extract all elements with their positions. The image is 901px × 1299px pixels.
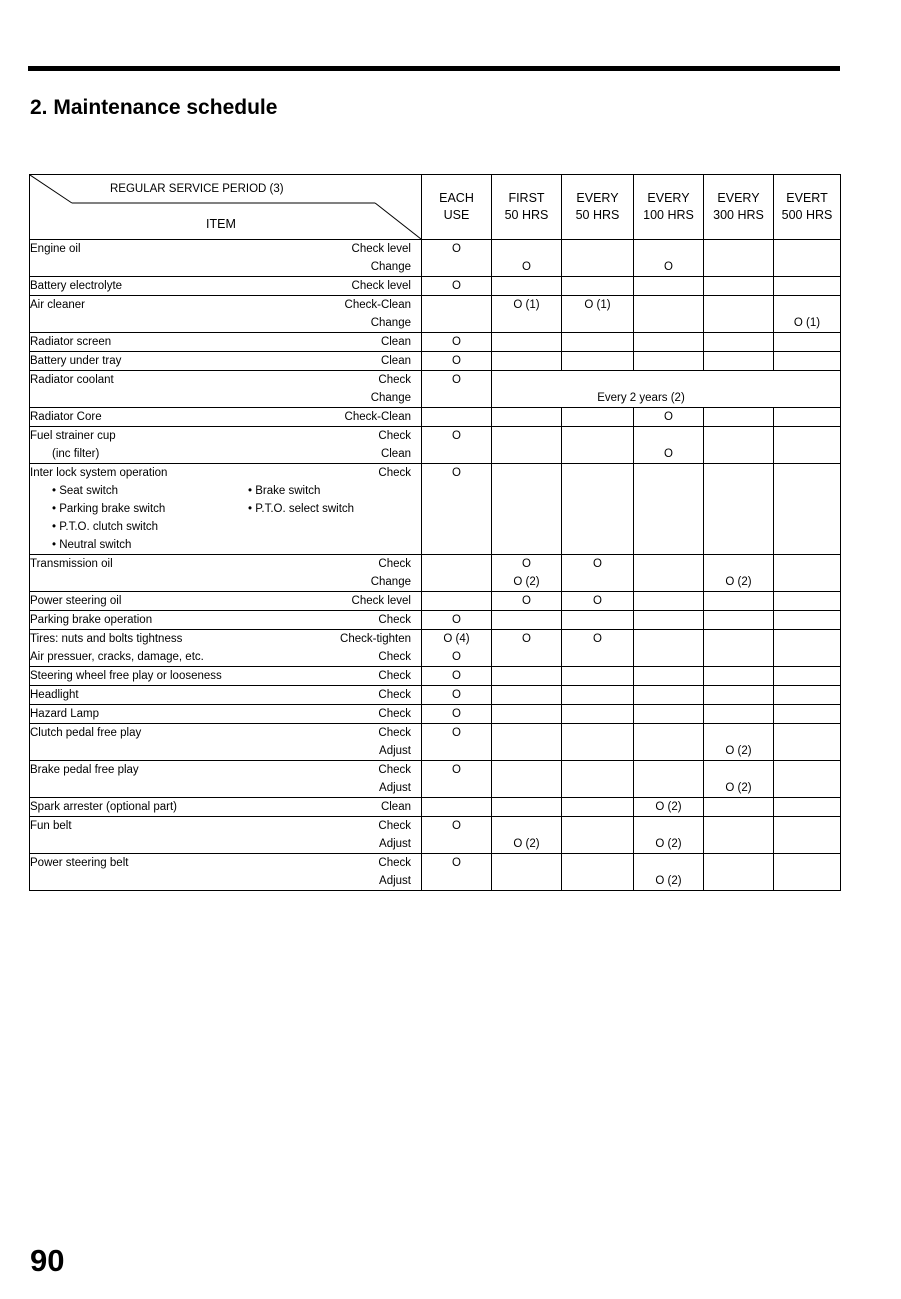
table-row [30, 240, 841, 277]
mark-cell: O [422, 277, 492, 296]
item-cell: Brake pedal free play Check Adjust [30, 761, 422, 798]
mark-cell: O (2) [704, 555, 774, 592]
item-cell: Headlight Check [30, 686, 422, 705]
col-every-500-hrs: EVERT 500 HRS [774, 175, 841, 240]
mark-cell: O [422, 724, 492, 761]
item-cell: Radiator Core Check-Clean [30, 408, 422, 427]
col-every-100-hrs: EVERY 100 HRS [634, 175, 704, 240]
table-row [30, 761, 841, 798]
table-row [30, 817, 841, 854]
item-cell: Engine oil Check level Change [30, 240, 422, 277]
table-row [30, 464, 841, 555]
table-row [30, 854, 841, 891]
mark-cell: O (4) O [422, 630, 492, 667]
mark-cell: O (2) [704, 761, 774, 798]
table-row [30, 333, 841, 352]
table-row [30, 611, 841, 630]
table-row [30, 352, 841, 371]
mark-cell: O [422, 817, 492, 854]
mark-cell: O [422, 352, 492, 371]
table-row [30, 427, 841, 464]
mark-cell: O [492, 592, 562, 611]
item-cell: Radiator screen Clean [30, 333, 422, 352]
item-cell: Air cleaner Check-Clean Change [30, 296, 422, 333]
regular-service-period-label: REGULAR SERVICE PERIOD (3) [110, 183, 284, 195]
mark-cell: O [422, 667, 492, 686]
item-cell: Hazard Lamp Check [30, 705, 422, 724]
mark-cell: O [562, 555, 634, 592]
col-every-50-hrs: EVERY 50 HRS [562, 175, 634, 240]
item-label: ITEM [206, 217, 236, 231]
item-cell: Battery electrolyte Check level [30, 277, 422, 296]
item-cell: Radiator coolant Check Change [30, 371, 422, 408]
mark-cell: O [422, 333, 492, 352]
item-cell: Tires: nuts and bolts tightness Check-tighten Air pressuer, cracks, damage, etc. Check [30, 630, 422, 667]
mark-cell: O (2) [634, 798, 704, 817]
mark-cell: O (2) [634, 817, 704, 854]
mark-cell: O [634, 240, 704, 277]
mark-cell: O (2) [634, 854, 704, 891]
mark-cell: O [422, 240, 492, 277]
item-cell: Clutch pedal free play Check Adjust [30, 724, 422, 761]
top-rule [28, 66, 840, 71]
col-every-300-hrs: EVERY 300 HRS [704, 175, 774, 240]
table-row [30, 555, 841, 592]
mark-cell: O [422, 686, 492, 705]
table-row [30, 371, 841, 408]
mark-cell: O [492, 240, 562, 277]
table-row [30, 724, 841, 761]
mark-cell: O [562, 630, 634, 667]
mark-cell: O [422, 854, 492, 891]
every-2-years-cell: Every 2 years (2) [492, 371, 841, 408]
mark-cell: O (1) [492, 296, 562, 333]
page-title: 2. Maintenance schedule [30, 96, 278, 119]
col-each-use: EACH USE [422, 175, 492, 240]
table-row [30, 592, 841, 611]
header-corner-cell [30, 175, 422, 240]
mark-cell: O [634, 408, 704, 427]
col-first-50-hrs: FIRST 50 HRS [492, 175, 562, 240]
item-cell: Power steering oil Check level [30, 592, 422, 611]
item-cell: Battery under tray Clean [30, 352, 422, 371]
mark-cell: O [492, 630, 562, 667]
mark-cell: O (2) [704, 724, 774, 761]
table-row [30, 686, 841, 705]
page-number: 90 [30, 1243, 65, 1278]
table-row [30, 667, 841, 686]
table-row [30, 798, 841, 817]
mark-cell: O [422, 611, 492, 630]
mark-cell: O [562, 592, 634, 611]
table-row [30, 630, 841, 667]
table-row [30, 296, 841, 333]
mark-cell: O [422, 761, 492, 798]
item-cell: Power steering belt Check Adjust [30, 854, 422, 891]
mark-cell: O [422, 705, 492, 724]
table-row [30, 277, 841, 296]
item-cell: Transmission oil Check Change [30, 555, 422, 592]
item-cell: Fuel strainer cup Check (inc filter) Clean [30, 427, 422, 464]
mark-cell: O [422, 464, 492, 555]
item-cell: Spark arrester (optional part) Clean [30, 798, 422, 817]
item-cell: Steering wheel free play or looseness Check [30, 667, 422, 686]
item-cell: Inter lock system operation Check • Seat switch • Brake switch • Parking brake switch • P.T.O. select switch • P.T.O. clutch switch • Neutral switch [30, 464, 422, 555]
mark-cell: O (1) [774, 296, 841, 333]
table-row [30, 408, 841, 427]
mark-cell: O (1) [562, 296, 634, 333]
mark-cell: O O (2) [492, 555, 562, 592]
table-row [30, 705, 841, 724]
item-cell: Fun belt Check Adjust [30, 817, 422, 854]
maintenance-schedule-table [29, 174, 841, 891]
header-row [30, 175, 841, 240]
mark-cell: O (2) [492, 817, 562, 854]
mark-cell: O [422, 427, 492, 464]
item-cell: Parking brake operation Check [30, 611, 422, 630]
mark-cell: O [634, 427, 704, 464]
mark-cell: O [422, 371, 492, 408]
